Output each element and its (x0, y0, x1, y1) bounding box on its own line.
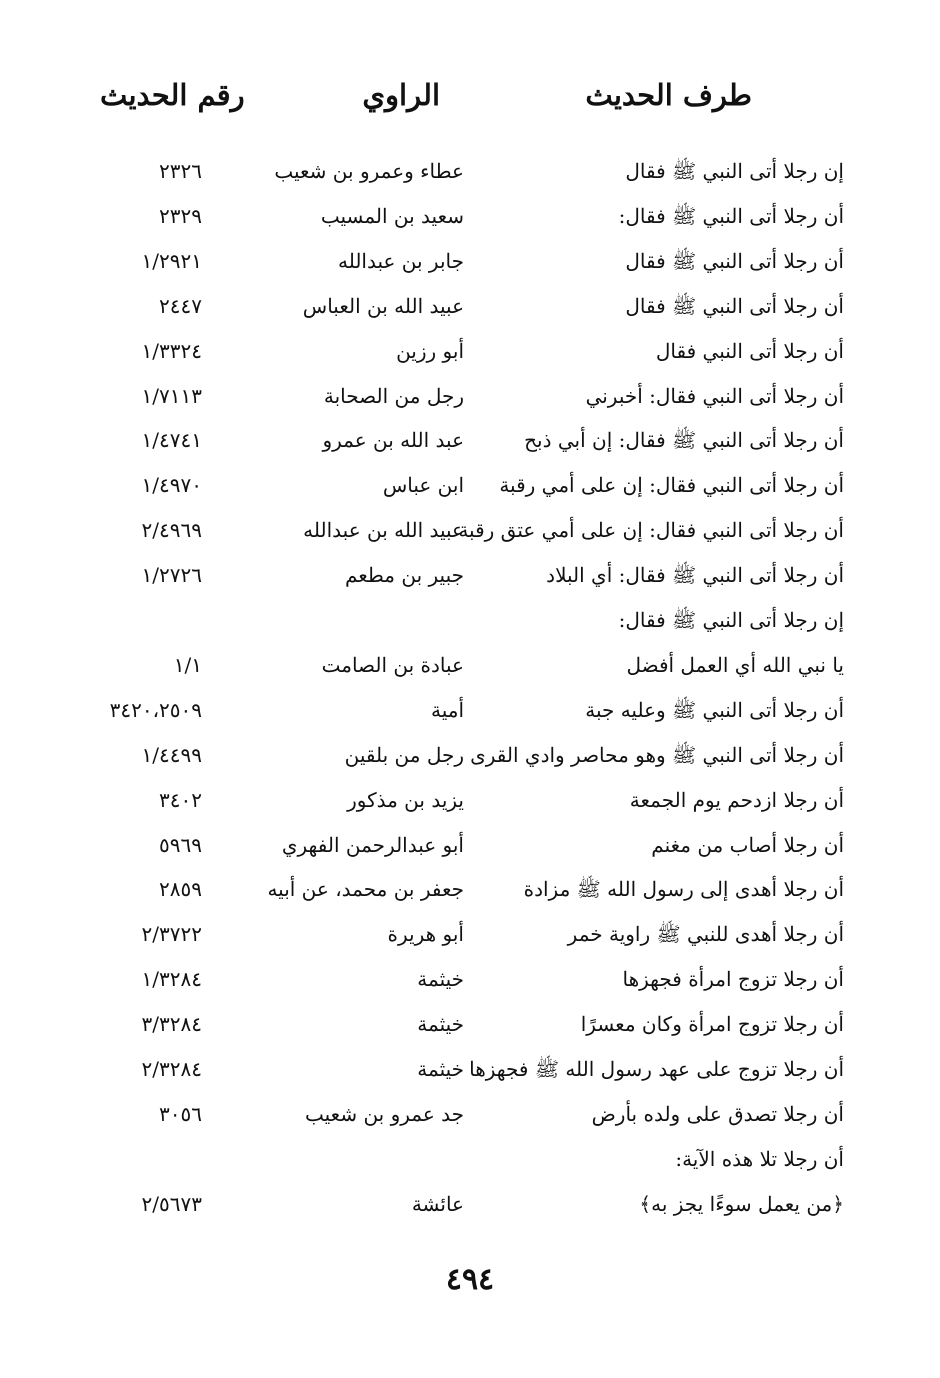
table-row (0, 1008, 940, 1052)
hadith-text: أن رجلا أتى النبي فقال: أخبرني (585, 383, 844, 408)
narrator-name: جد عمرو بن شعيب (305, 1101, 464, 1126)
hadith-text: أن رجلا تزوج امرأة وكان معسرًا (580, 1012, 844, 1037)
hadith-text: أن رجلا أتى النبي فقال (655, 338, 844, 363)
hadith-text: أن رجلا أتى النبي فقال: إن على أمي رقبة (499, 473, 844, 498)
table-row (0, 784, 940, 828)
hadith-number: ١/٢٧٢٦ (141, 563, 202, 588)
narrator-name: عائشة (411, 1191, 464, 1216)
table-row (0, 469, 940, 513)
narrator-name: عبد الله بن عمرو (322, 428, 464, 453)
hadith-text: إن رجلا أتى النبي ﷺ فقال (625, 159, 844, 183)
hadith-number: ٢/٣٢٨٤ (141, 1057, 202, 1081)
hadith-number: ١/٢٩٢١ (141, 248, 202, 273)
hadith-text: أن رجلا أتى النبي ﷺ فقال: أي البلاد (546, 563, 844, 588)
table-row (0, 1143, 940, 1187)
table-row (0, 380, 940, 424)
table-row (0, 873, 940, 917)
narrator-name: أمية (430, 697, 464, 722)
hadith-text: أن رجلا تلا هذه الآية: (675, 1146, 844, 1171)
table-row (0, 649, 940, 693)
hadith-text: أن رجلا أتى النبي ﷺ فقال: (618, 203, 844, 228)
hadith-text: أن رجلا تصدق على ولده بأرض (591, 1101, 844, 1126)
narrator-name: جبير بن مطعم (344, 563, 464, 588)
hadith-text: أن رجلا تزوج على عهد رسول الله ﷺ فجهزها (469, 1057, 844, 1081)
table-row (0, 1188, 940, 1232)
hadith-text: أن رجلا ازدحم يوم الجمعة (629, 787, 844, 812)
hadith-number: ١/٧١١٣ (141, 383, 202, 408)
table-row (0, 1053, 940, 1097)
table-row (0, 604, 940, 648)
table-row (0, 694, 940, 738)
hadith-number: ٣٠٥٦ (159, 1101, 202, 1126)
table-row (0, 245, 940, 289)
hadith-number: ٢٨٥٩ (159, 877, 202, 902)
hadith-text: أن رجلا تزوج امرأة فجهزها (622, 967, 844, 992)
hadith-number: ١/١ (173, 652, 202, 677)
hadith-number: ٢/٥٦٧٣ (141, 1191, 202, 1216)
table-row (0, 963, 940, 1007)
narrator-name: عبيد الله بن عبدالله (303, 518, 464, 543)
table-row (0, 918, 940, 962)
narrator-name: سعيد بن المسيب (320, 203, 464, 228)
table-row (0, 1098, 940, 1142)
narrator-name: أبو هريرة (387, 922, 464, 947)
table-row (0, 155, 940, 199)
narrator-name: أبو عبدالرحمن الفهري (281, 832, 464, 857)
hadith-number: ٢/٣٧٢٢ (141, 922, 202, 947)
hadith-text: أن رجلا أتى النبي ﷺ فقال (625, 293, 844, 318)
hadith-text: ﴿من يعمل سوءًا يجز به﴾ (639, 1191, 844, 1216)
narrator-name: جعفر بن محمد، عن أبيه (267, 877, 464, 902)
page-number: ٤٩٤ (445, 1262, 495, 1297)
narrator-name: أبو رزين (396, 338, 464, 363)
narrator-name: رجل من بلقين (344, 742, 464, 767)
narrator-name: عطاء وعمرو بن شعيب (274, 159, 464, 183)
hadith-number: ١/٣٢٨٤ (141, 967, 202, 992)
hadith-number: ١/٣٣٢٤ (141, 338, 202, 363)
hadith-number: ٢٣٢٩ (159, 203, 202, 228)
table-row (0, 424, 940, 468)
narrator-name: يزيد بن مذكور (347, 787, 464, 812)
narrator-name: خيثمة (417, 967, 464, 992)
table-row (0, 559, 940, 603)
header-narrator: الراوي (362, 78, 440, 112)
narrator-name: ابن عباس (382, 473, 464, 498)
table-row (0, 335, 940, 379)
table-row (0, 739, 940, 783)
hadith-text: أن رجلا أهدى إلى رسول الله ﷺ مزادة (523, 877, 844, 902)
hadith-text: أن رجلا أتى النبي ﷺ فقال: إن أبي ذبح (524, 428, 844, 453)
narrator-name: خيثمة (417, 1057, 464, 1081)
hadith-number: ٢٣٢٦ (159, 159, 202, 183)
hadith-text: أن رجلا أتى النبي ﷺ وهو محاصر وادي القرى (470, 742, 844, 767)
hadith-number: ١/٤٩٧٠ (141, 473, 202, 498)
hadith-text: إن رجلا أتى النبي ﷺ فقال: (618, 608, 844, 632)
hadith-number: ٥٩٦٩ (159, 832, 202, 857)
table-row (0, 514, 940, 558)
table-row (0, 200, 940, 244)
table-row (0, 829, 940, 873)
hadith-text: أن رجلا أهدى للنبي ﷺ راوية خمر (567, 922, 844, 947)
hadith-number: ١/٤٤٩٩ (141, 742, 202, 767)
narrator-name: رجل من الصحابة (323, 383, 464, 408)
hadith-number: ١/٤٧٤١ (141, 428, 202, 453)
hadith-text: أن رجلا أصاب من مغنم (651, 832, 844, 857)
hadith-text: أن رجلا أتى النبي ﷺ فقال (625, 248, 844, 273)
narrator-name: خيثمة (417, 1012, 464, 1037)
hadith-text: أن رجلا أتى النبي فقال: إن على أمي عتق رقبة (458, 518, 844, 543)
hadith-number: ٢/٤٩٦٩ (141, 518, 202, 543)
narrator-name: عبيد الله بن العباس (302, 293, 464, 318)
hadith-number: ٢٤٤٧ (159, 293, 202, 318)
hadith-text: يا نبي الله أي العمل أفضل (626, 652, 844, 677)
hadith-number: ٣/٣٢٨٤ (141, 1012, 202, 1037)
hadith-number: ٣٤٢٠،٢٥٠٩ (109, 697, 202, 722)
hadith-number: ٣٤٠٢ (159, 787, 202, 812)
header-number: رقم الحديث (100, 78, 245, 112)
header-hadith: طرف الحديث (585, 78, 752, 112)
narrator-name: جابر بن عبدالله (337, 248, 464, 273)
table-row (0, 290, 940, 334)
hadith-text: أن رجلا أتى النبي ﷺ وعليه جبة (585, 697, 844, 722)
narrator-name: عبادة بن الصامت (321, 652, 464, 677)
